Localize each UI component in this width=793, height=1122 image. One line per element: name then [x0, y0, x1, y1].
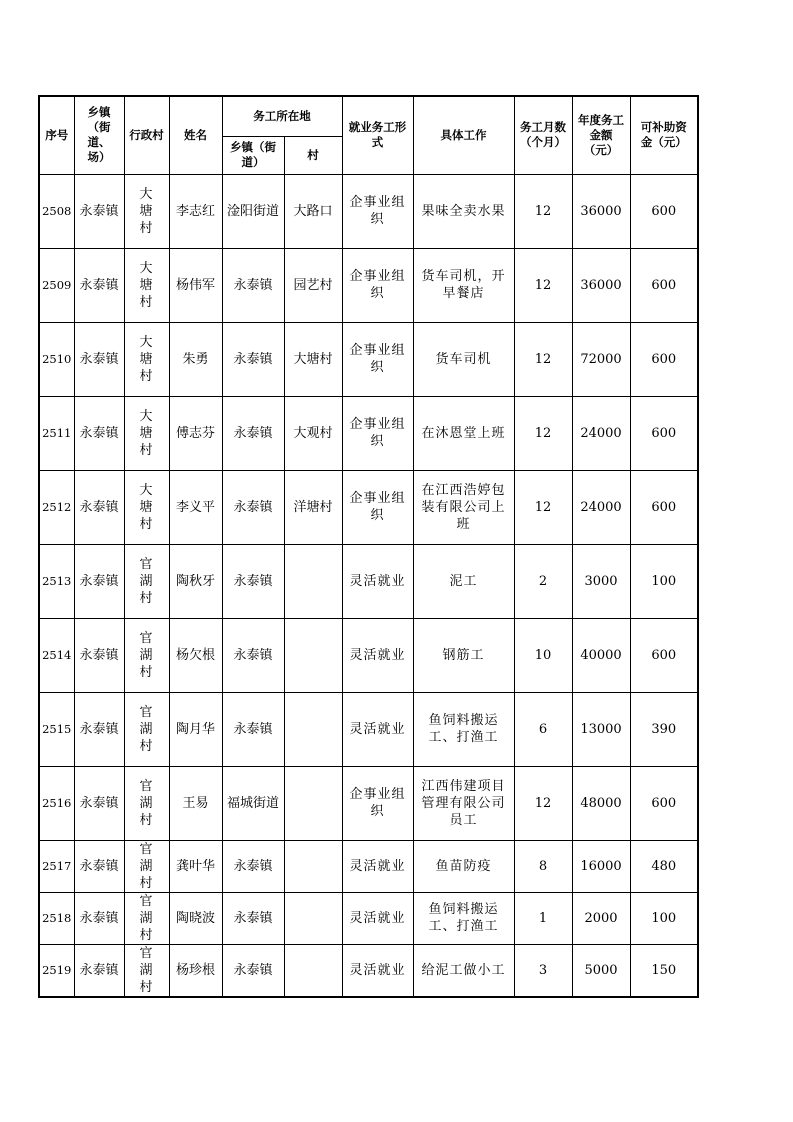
cell-loc-village	[284, 618, 342, 692]
header-village: 行政村	[124, 96, 169, 174]
cell-months: 12	[514, 174, 572, 248]
cell-months: 10	[514, 618, 572, 692]
cell-village: 官湖村	[124, 692, 169, 766]
cell-form: 企事业组织	[342, 248, 413, 322]
cell-income: 13000	[572, 692, 630, 766]
cell-town: 永泰镇	[74, 766, 124, 840]
cell-form: 灵活就业	[342, 544, 413, 618]
table-row	[39, 248, 698, 322]
cell-seq: 2511	[39, 396, 74, 470]
cell-loc-village	[284, 840, 342, 892]
cell-name: 杨欠根	[169, 618, 222, 692]
cell-loc-village	[284, 692, 342, 766]
cell-town: 永泰镇	[74, 892, 124, 944]
cell-name: 杨珍根	[169, 944, 222, 997]
cell-loc-town: 永泰镇	[222, 396, 284, 470]
header-job: 具体工作	[413, 96, 514, 174]
cell-months: 12	[514, 766, 572, 840]
cell-village: 官湖村	[124, 766, 169, 840]
cell-job: 钢筋工	[413, 618, 514, 692]
cell-seq: 2509	[39, 248, 74, 322]
cell-town: 永泰镇	[74, 322, 124, 396]
table-row	[39, 470, 698, 544]
cell-loc-town: 永泰镇	[222, 322, 284, 396]
cell-subsidy: 600	[630, 470, 698, 544]
cell-income: 24000	[572, 470, 630, 544]
cell-loc-town: 永泰镇	[222, 618, 284, 692]
cell-village: 大塘村	[124, 470, 169, 544]
cell-job: 鱼饲料搬运工、打渔工	[413, 892, 514, 944]
cell-village: 大塘村	[124, 174, 169, 248]
cell-village: 官湖村	[124, 618, 169, 692]
cell-loc-village: 园艺村	[284, 248, 342, 322]
cell-loc-town: 永泰镇	[222, 470, 284, 544]
cell-income: 5000	[572, 944, 630, 997]
cell-income: 24000	[572, 396, 630, 470]
cell-village: 大塘村	[124, 322, 169, 396]
cell-subsidy: 600	[630, 174, 698, 248]
cell-subsidy: 150	[630, 944, 698, 997]
cell-form: 灵活就业	[342, 618, 413, 692]
cell-loc-village: 大观村	[284, 396, 342, 470]
cell-form: 企事业组织	[342, 766, 413, 840]
cell-loc-village	[284, 944, 342, 997]
cell-job: 在沐恩堂上班	[413, 396, 514, 470]
cell-town: 永泰镇	[74, 248, 124, 322]
cell-town: 永泰镇	[74, 544, 124, 618]
cell-months: 2	[514, 544, 572, 618]
cell-income: 48000	[572, 766, 630, 840]
cell-income: 16000	[572, 840, 630, 892]
cell-job: 货车司机，开早餐店	[413, 248, 514, 322]
cell-form: 企事业组织	[342, 396, 413, 470]
cell-income: 36000	[572, 174, 630, 248]
cell-income: 3000	[572, 544, 630, 618]
cell-seq: 2518	[39, 892, 74, 944]
cell-months: 6	[514, 692, 572, 766]
cell-town: 永泰镇	[74, 840, 124, 892]
header-town: 乡镇（街道、场）	[74, 96, 124, 174]
cell-town: 永泰镇	[74, 692, 124, 766]
cell-loc-village	[284, 892, 342, 944]
cell-subsidy: 480	[630, 840, 698, 892]
cell-name: 陶秋牙	[169, 544, 222, 618]
cell-seq: 2517	[39, 840, 74, 892]
cell-months: 12	[514, 248, 572, 322]
header-loc-town: 乡镇（街道）	[222, 136, 284, 174]
cell-name: 陶月华	[169, 692, 222, 766]
cell-form: 灵活就业	[342, 944, 413, 997]
cell-loc-town: 永泰镇	[222, 840, 284, 892]
cell-village: 官湖村	[124, 892, 169, 944]
cell-subsidy: 390	[630, 692, 698, 766]
cell-months: 8	[514, 840, 572, 892]
cell-name: 李义平	[169, 470, 222, 544]
cell-loc-village	[284, 766, 342, 840]
cell-job: 江西伟建项目管理有限公司员工	[413, 766, 514, 840]
cell-subsidy: 600	[630, 396, 698, 470]
cell-name: 龚叶华	[169, 840, 222, 892]
cell-job: 给泥工做小工	[413, 944, 514, 997]
cell-village: 官湖村	[124, 944, 169, 997]
cell-months: 12	[514, 322, 572, 396]
cell-village: 官湖村	[124, 840, 169, 892]
cell-job: 鱼苗防疫	[413, 840, 514, 892]
header-employment-form: 就业务工形式	[342, 96, 413, 174]
cell-job: 鱼饲料搬运工、打渔工	[413, 692, 514, 766]
header-seq: 序号	[39, 96, 74, 174]
cell-loc-town: 淦阳街道	[222, 174, 284, 248]
cell-town: 永泰镇	[74, 470, 124, 544]
cell-name: 杨伟军	[169, 248, 222, 322]
cell-form: 企事业组织	[342, 322, 413, 396]
table-row	[39, 618, 698, 692]
table-row	[39, 692, 698, 766]
cell-subsidy: 600	[630, 322, 698, 396]
header-work-location: 务工所在地	[222, 96, 342, 136]
cell-subsidy: 100	[630, 544, 698, 618]
cell-loc-town: 永泰镇	[222, 544, 284, 618]
cell-loc-village	[284, 544, 342, 618]
cell-seq: 2513	[39, 544, 74, 618]
cell-months: 12	[514, 396, 572, 470]
header-name: 姓名	[169, 96, 222, 174]
cell-seq: 2514	[39, 618, 74, 692]
cell-job: 在江西浩婷包装有限公司上班	[413, 470, 514, 544]
table-row	[39, 892, 698, 944]
cell-seq: 2519	[39, 944, 74, 997]
table-row	[39, 322, 698, 396]
subsidy-table	[38, 95, 699, 998]
cell-subsidy: 600	[630, 618, 698, 692]
table-row	[39, 544, 698, 618]
header-months: 务工月数（个月）	[514, 96, 572, 174]
cell-name: 陶晓波	[169, 892, 222, 944]
cell-subsidy: 600	[630, 766, 698, 840]
cell-seq: 2512	[39, 470, 74, 544]
cell-loc-village: 大路口	[284, 174, 342, 248]
cell-job: 果味全卖水果	[413, 174, 514, 248]
cell-name: 李志红	[169, 174, 222, 248]
cell-months: 12	[514, 470, 572, 544]
cell-form: 灵活就业	[342, 840, 413, 892]
cell-loc-town: 永泰镇	[222, 944, 284, 997]
cell-name: 傅志芬	[169, 396, 222, 470]
cell-loc-village: 洋塘村	[284, 470, 342, 544]
cell-subsidy: 600	[630, 248, 698, 322]
cell-months: 1	[514, 892, 572, 944]
cell-seq: 2516	[39, 766, 74, 840]
cell-form: 企事业组织	[342, 174, 413, 248]
cell-town: 永泰镇	[74, 396, 124, 470]
cell-form: 企事业组织	[342, 470, 413, 544]
cell-income: 2000	[572, 892, 630, 944]
cell-job: 货车司机	[413, 322, 514, 396]
cell-income: 40000	[572, 618, 630, 692]
cell-town: 永泰镇	[74, 618, 124, 692]
cell-loc-town: 永泰镇	[222, 692, 284, 766]
cell-income: 36000	[572, 248, 630, 322]
cell-form: 灵活就业	[342, 692, 413, 766]
cell-income: 72000	[572, 322, 630, 396]
cell-seq: 2510	[39, 322, 74, 396]
cell-subsidy: 100	[630, 892, 698, 944]
cell-loc-village: 大塘村	[284, 322, 342, 396]
cell-village: 大塘村	[124, 248, 169, 322]
table-row	[39, 766, 698, 840]
cell-town: 永泰镇	[74, 174, 124, 248]
table-row	[39, 944, 698, 997]
cell-village: 官湖村	[124, 544, 169, 618]
cell-loc-town: 福城街道	[222, 766, 284, 840]
cell-seq: 2515	[39, 692, 74, 766]
header-subsidy: 可补助资金（元）	[630, 96, 698, 174]
table-row	[39, 840, 698, 892]
cell-village: 大塘村	[124, 396, 169, 470]
cell-loc-town: 永泰镇	[222, 248, 284, 322]
cell-name: 王易	[169, 766, 222, 840]
header-annual-income: 年度务工金额（元）	[572, 96, 630, 174]
cell-job: 泥工	[413, 544, 514, 618]
table-row	[39, 396, 698, 470]
cell-seq: 2508	[39, 174, 74, 248]
table-row	[39, 174, 698, 248]
cell-form: 灵活就业	[342, 892, 413, 944]
cell-name: 朱勇	[169, 322, 222, 396]
cell-months: 3	[514, 944, 572, 997]
cell-loc-town: 永泰镇	[222, 892, 284, 944]
header-loc-village: 村	[284, 136, 342, 174]
cell-town: 永泰镇	[74, 944, 124, 997]
